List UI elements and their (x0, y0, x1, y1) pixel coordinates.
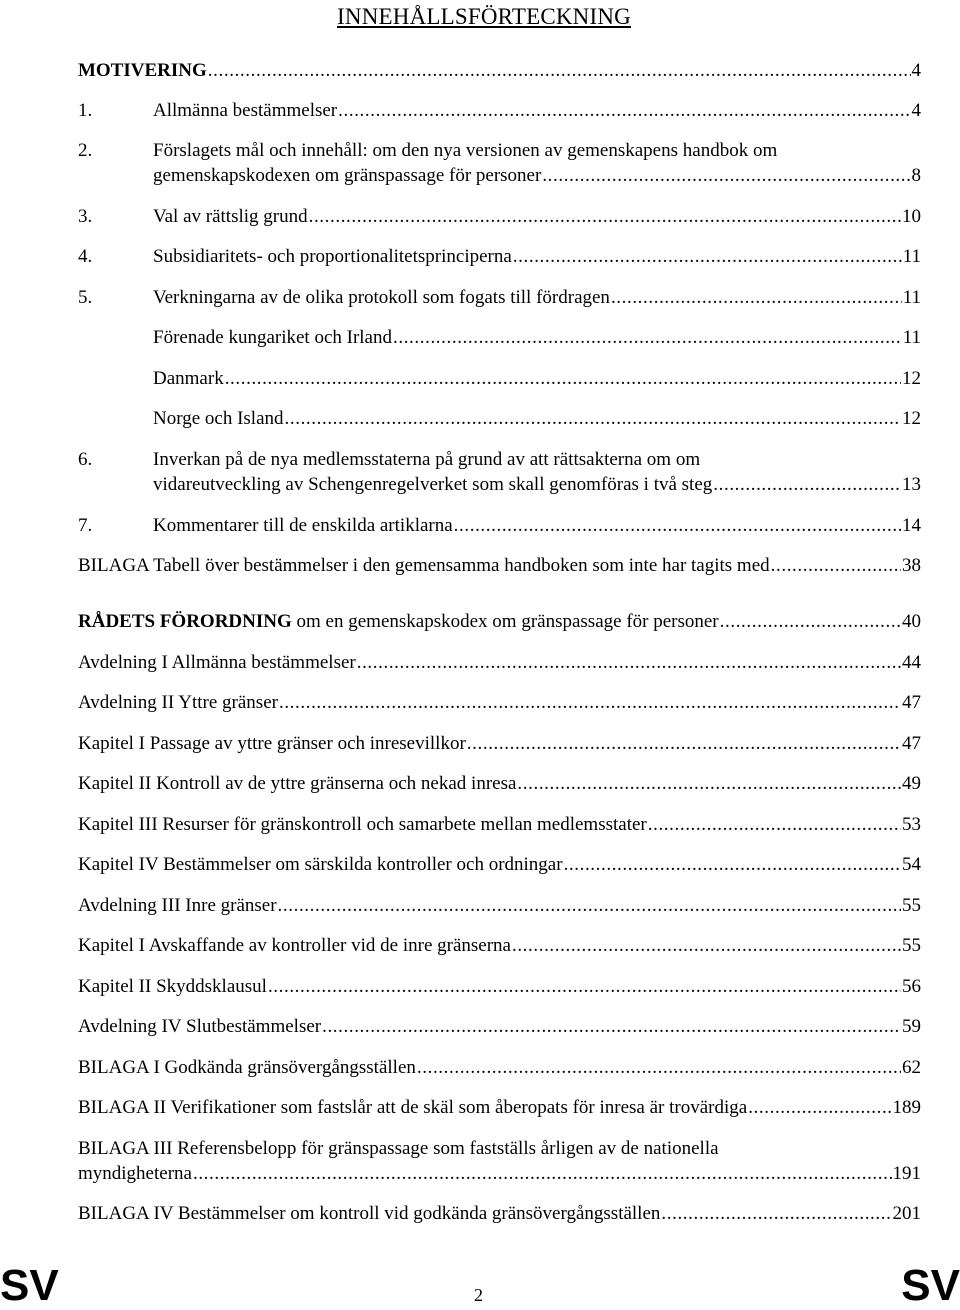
dot-leader (225, 366, 901, 391)
toc-entry-page: 11 (902, 287, 921, 308)
toc-entry-text: Avdelning III Inre gränser (78, 895, 277, 916)
toc-entry[interactable] (78, 447, 921, 497)
toc-entry[interactable] (78, 650, 921, 675)
toc-entry-text-line1: Förslagets mål och innehåll: om den nya versionen av gemenskapens handbok om (153, 140, 778, 161)
toc-entry-page: 47 (902, 733, 921, 754)
dot-leader (357, 650, 901, 675)
toc-entry-text: BILAGA Tabell över bestämmelser i den gemensamma handboken som inte har tagits med (78, 555, 770, 576)
toc-entry-text: Kapitel I Passage av yttre gränser och inresevillkor (78, 733, 466, 754)
toc-entry-text: BILAGA I Godkända gränsövergångsställen (78, 1057, 416, 1078)
toc-entry-page: 59 (902, 1016, 921, 1037)
toc-entry-heading: MOTIVERING (78, 60, 207, 81)
dot-leader (393, 325, 902, 350)
toc-entry-page: 8 (911, 165, 921, 186)
toc-entry-page: 55 (902, 935, 921, 956)
toc-entry-number: 2. (78, 140, 93, 161)
toc-entry[interactable] (78, 852, 921, 877)
toc-entry-text: Kapitel III Resurser för gränskontroll och samarbete mellan medlemsstater (78, 814, 647, 835)
toc-entry[interactable] (78, 244, 921, 269)
toc-entry-text: Val av rättslig grund (153, 206, 308, 227)
dot-leader (278, 893, 901, 918)
toc-entry-page: 47 (902, 692, 921, 713)
toc-entry-text: Danmark (153, 368, 224, 389)
toc-entry[interactable] (78, 933, 921, 958)
toc-entry[interactable] (78, 98, 921, 123)
toc-entry-page: 4 (911, 100, 921, 121)
toc-title: INNEHÅLLSFÖRTECKNING (337, 4, 631, 29)
toc-entry-text: Kapitel II Kontroll av de yttre gränserna och nekad inresa (78, 773, 517, 794)
toc-entry-page: 44 (902, 652, 921, 673)
toc-entry-text: Kommentarer till de enskilda artiklarna (153, 515, 453, 536)
dot-leader (322, 1014, 901, 1039)
toc-entry-text: Kapitel II Skyddsklausul (78, 976, 267, 997)
dot-leader (338, 98, 910, 123)
toc-entry-page: 191 (892, 1163, 921, 1184)
dot-leader (193, 1161, 892, 1186)
toc-entry-page: 55 (902, 895, 921, 916)
dot-leader (454, 513, 901, 538)
toc-entry-page: 11 (902, 327, 921, 348)
toc-entry-text: Subsidiaritets- och proportionalitetsprinciperna (153, 246, 512, 267)
dot-leader (279, 690, 901, 715)
toc-entry[interactable] (78, 138, 921, 188)
toc-entry[interactable] (78, 1055, 921, 1080)
toc-entry[interactable] (78, 771, 921, 796)
toc-entry-page: 12 (902, 408, 921, 429)
toc-entry-page: 13 (902, 474, 921, 495)
toc-entry-page: 62 (902, 1057, 921, 1078)
toc-entry-text: myndigheterna (78, 1163, 192, 1184)
toc-entry[interactable] (78, 1201, 921, 1226)
toc-entry-text: Norge och Island (153, 408, 284, 429)
toc-entry-text: BILAGA IV Bestämmelser om kontroll vid godkända gränsövergångsställen (78, 1203, 661, 1224)
dot-leader (417, 1055, 901, 1080)
toc-entry[interactable] (78, 58, 921, 83)
toc-entry-text: Avdelning I Allmänna bestämmelser (78, 652, 356, 673)
toc-entry-page: 14 (902, 515, 921, 536)
toc-entry[interactable] (78, 609, 921, 634)
dot-leader (661, 1201, 891, 1226)
toc-entry[interactable] (78, 325, 921, 350)
dot-leader (748, 1095, 891, 1120)
toc-entry-text-line1: BILAGA III Referensbelopp för gränspassage som fastställs årligen av de nationella (78, 1138, 719, 1159)
toc-entry[interactable] (78, 893, 921, 918)
dot-leader (268, 974, 901, 999)
toc-entry-text: Allmänna bestämmelser (153, 100, 338, 121)
toc-entry-number: 4. (78, 246, 93, 267)
toc-entry-text: Förenade kungariket och Irland (153, 327, 392, 348)
toc-entry-page: 11 (902, 246, 921, 267)
toc-entry[interactable] (78, 406, 921, 431)
dot-leader (564, 852, 901, 877)
toc-entry-page: 189 (892, 1097, 921, 1118)
toc-entry[interactable] (78, 553, 921, 578)
toc-entry-text: gemenskapskodexen om gränspassage för personer (153, 165, 542, 186)
toc-entry-text: Avdelning II Yttre gränser (78, 692, 278, 713)
toc-entry-text: Kapitel I Avskaffande av kontroller vid de inre gränserna (78, 935, 511, 956)
toc-entry-number: 6. (78, 449, 93, 470)
toc-entry[interactable] (78, 285, 921, 310)
dot-leader (285, 406, 901, 431)
toc-entry-number: 1. (78, 100, 93, 121)
toc-entry[interactable] (78, 731, 921, 756)
toc-entry-page: 10 (902, 206, 921, 227)
toc-entry-page: 53 (902, 814, 921, 835)
toc-entry-page: 12 (902, 368, 921, 389)
toc-entry-text: vidareutveckling av Schengenregelverket som skall genomföras i två steg (153, 474, 713, 495)
toc-entry-text: Avdelning IV Slutbestämmelser (78, 1016, 322, 1037)
dot-leader (648, 812, 901, 837)
dot-leader (542, 163, 910, 188)
toc-entry-page: 4 (911, 60, 921, 81)
toc-entry-text: om en gemenskapskodex om gränspassage för personer (291, 611, 719, 632)
toc-entry-page: 40 (902, 611, 921, 632)
dot-leader (611, 285, 902, 310)
page-number: 2 (474, 1285, 483, 1305)
toc-entry-page: 201 (892, 1203, 921, 1224)
toc-entry[interactable] (78, 974, 921, 999)
dot-leader (513, 244, 902, 269)
toc-entry-text: Kapitel IV Bestämmelser om särskilda kontroller och ordningar (78, 854, 563, 875)
toc-entry-text: BILAGA II Verifikationer som fastslår att de skäl som åberopats för inresa är trovärdiga (78, 1097, 748, 1118)
toc-entry-heading: RÅDETS FÖRORDNING (78, 611, 292, 632)
dot-leader (771, 553, 901, 578)
language-code-right: SV (901, 1261, 960, 1310)
toc-entry-page: 56 (902, 976, 921, 997)
toc-entry[interactable] (78, 1014, 921, 1039)
dot-leader (713, 472, 901, 497)
toc-entry[interactable] (78, 690, 921, 715)
toc-entry-page: 49 (902, 773, 921, 794)
toc-entry-number: 3. (78, 206, 93, 227)
toc-entry-text-line1: Inverkan på de nya medlemsstaterna på grund av att rättsakterna om om (153, 449, 701, 470)
dot-leader (309, 204, 901, 229)
toc-entry[interactable] (78, 204, 921, 229)
dot-leader (720, 609, 901, 634)
toc-entry[interactable] (78, 1136, 921, 1186)
toc-entry[interactable] (78, 1095, 921, 1120)
toc-entry-text: Verkningarna av de olika protokoll som fogats till fördragen (153, 287, 610, 308)
dot-leader (467, 731, 901, 756)
dot-leader (517, 771, 901, 796)
toc-entry[interactable] (78, 513, 921, 538)
language-code-left: SV (0, 1261, 59, 1310)
dot-leader (512, 933, 901, 958)
toc-entry[interactable] (78, 366, 921, 391)
toc-entry-page: 38 (902, 555, 921, 576)
toc-entry-number: 7. (78, 515, 93, 536)
toc-entry[interactable] (78, 812, 921, 837)
toc-entry-page: 54 (902, 854, 921, 875)
dot-leader (208, 58, 911, 83)
toc-entry-number: 5. (78, 287, 93, 308)
